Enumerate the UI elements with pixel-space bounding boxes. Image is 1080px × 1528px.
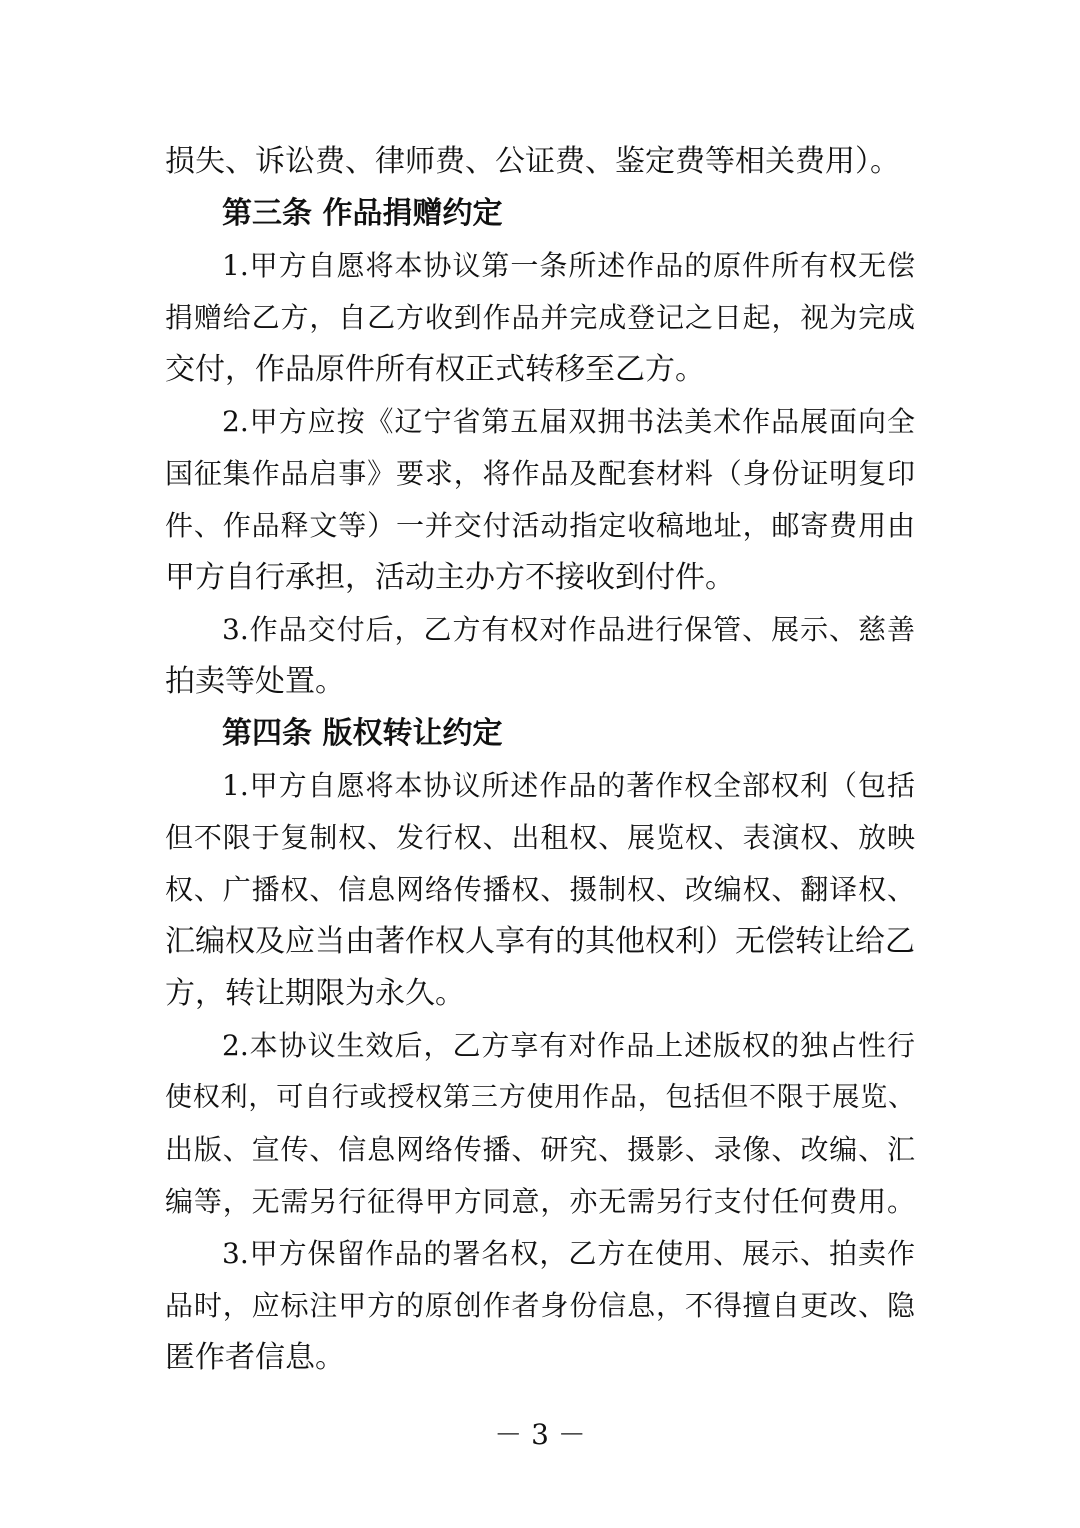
paragraph-line: 3.作品交付后，乙方有权对作品进行保管、展示、慈善 <box>222 613 915 646</box>
paragraph-line: 捐赠给乙方，自乙方收到作品并完成登记之日起，视为完成 <box>165 301 915 334</box>
paragraph-line: 权、广播权、信息网络传播权、摄制权、改编权、翻译权、 <box>165 873 915 906</box>
paragraph-line: 国征集作品启事》要求，将作品及配套材料（身份证明复印 <box>165 457 915 490</box>
paragraph-line: 汇编权及应当由著作权人享有的其他权利）无偿转让给乙 <box>165 924 915 959</box>
paragraph-line: 品时，应标注甲方的原创作者身份信息，不得擅自更改、隐 <box>165 1289 915 1322</box>
paragraph-line: 2.本协议生效后，乙方享有对作品上述版权的独占性行 <box>222 1029 915 1062</box>
paragraph-line: 编等，无需另行征得甲方同意，亦无需另行支付任何费用。 <box>165 1185 915 1218</box>
article-4-heading: 第四条 版权转让约定 <box>222 716 503 751</box>
paragraph-line: 2.甲方应按《辽宁省第五届双拥书法美术作品展面向全 <box>222 405 915 438</box>
paragraph-line: 1.甲方自愿将本协议第一条所述作品的原件所有权无偿 <box>222 249 915 282</box>
paragraph-line: 匿作者信息。 <box>165 1340 345 1375</box>
article-3-heading: 第三条 作品捐赠约定 <box>222 196 503 231</box>
paragraph-line: 但不限于复制权、发行权、出租权、展览权、表演权、放映 <box>165 821 915 854</box>
paragraph-line: 拍卖等处置。 <box>165 664 345 699</box>
paragraph-line: 交付，作品原件所有权正式转移至乙方。 <box>165 352 705 387</box>
paragraph-line: 出版、宣传、信息网络传播、研究、摄影、录像、改编、汇 <box>165 1133 915 1166</box>
paragraph-line: 1.甲方自愿将本协议所述作品的著作权全部权利（包括 <box>222 769 915 802</box>
paragraph-line: 3.甲方保留作品的署名权，乙方在使用、展示、拍卖作 <box>222 1237 915 1270</box>
paragraph-line: 损失、诉讼费、律师费、公证费、鉴定费等相关费用）。 <box>165 144 900 179</box>
paragraph-line: 方，转让期限为永久。 <box>165 976 465 1011</box>
page-number: － 3 － <box>494 1418 586 1451</box>
paragraph-line: 甲方自行承担，活动主办方不接收到付件。 <box>165 560 735 595</box>
paragraph-line: 件、作品释文等）一并交付活动指定收稿地址，邮寄费用由 <box>165 509 915 542</box>
paragraph-line: 使权利，可自行或授权第三方使用作品，包括但不限于展览、 <box>165 1082 915 1113</box>
